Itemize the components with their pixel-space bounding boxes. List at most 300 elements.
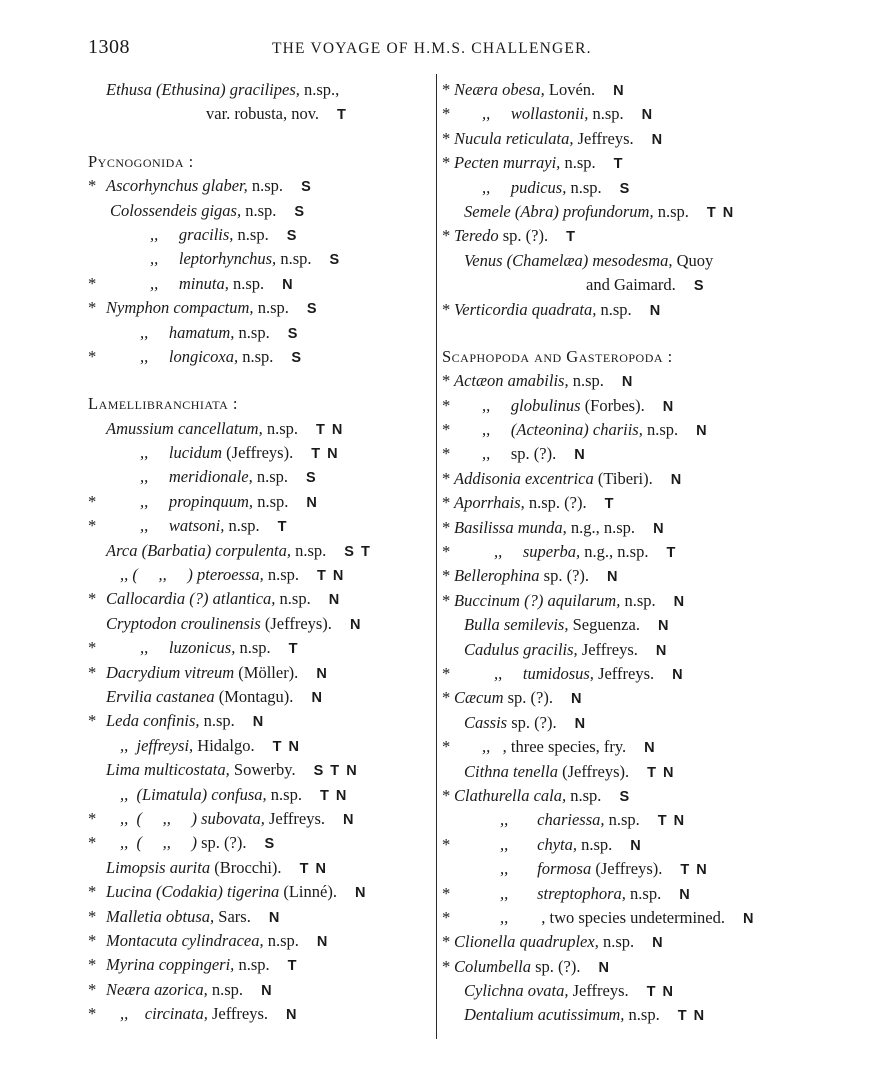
locality-code: N	[354, 885, 367, 902]
new-record-asterisk: *	[88, 491, 97, 511]
species-name: ,, propinquum,	[140, 491, 254, 511]
new-record-asterisk: *	[442, 834, 451, 854]
entry-text	[454, 127, 664, 152]
locality-code: T	[288, 641, 299, 658]
new-record-asterisk: *	[442, 566, 451, 586]
authority: Jeffreys.	[207, 1004, 269, 1024]
new-record-asterisk: *	[88, 833, 97, 853]
authority: n.sp.	[234, 955, 270, 975]
locality-code: N	[653, 520, 666, 537]
entry-text	[120, 807, 355, 832]
authority: sp. (?).	[490, 444, 557, 464]
species-entry	[442, 686, 822, 710]
locality-code: N	[286, 1007, 299, 1024]
locality-code: S	[294, 203, 306, 220]
authority: n.sp.,	[299, 80, 340, 99]
section-heading: Scaphopoda and Gasteropoda :	[442, 346, 673, 366]
species-entry	[442, 467, 822, 491]
new-record-asterisk: *	[442, 493, 451, 513]
species-name: ,, streptophora,	[500, 883, 626, 903]
locality-code: T N	[311, 446, 340, 463]
entry-text	[106, 612, 362, 637]
entry-text	[120, 831, 276, 856]
entry-text	[106, 661, 328, 686]
entry-text	[106, 296, 318, 321]
locality-code: S	[306, 301, 319, 318]
entry-text	[500, 808, 686, 833]
species-entry	[442, 589, 822, 613]
authority: n.sp.	[228, 273, 265, 293]
species-name: ,, meridionale,	[140, 467, 253, 487]
locality-code: S T N	[313, 763, 359, 780]
species-name: Clathurella cala,	[454, 785, 567, 805]
entry-text	[454, 589, 686, 614]
authority: n.sp.	[588, 104, 624, 124]
species-entry	[442, 151, 822, 175]
new-record-asterisk: *	[442, 226, 451, 246]
species-entry	[88, 856, 428, 880]
locality-code: T	[613, 156, 624, 173]
entry-text	[464, 1003, 706, 1028]
locality-code: S	[286, 227, 298, 244]
authority: Sars.	[214, 906, 251, 926]
species-entry	[442, 516, 822, 540]
species-entry	[442, 906, 822, 930]
species-entry	[88, 905, 428, 929]
entry-text	[482, 418, 708, 443]
authority: n.sp.	[262, 418, 299, 438]
species-name: ,, ( ,, ) subovata,	[120, 808, 265, 828]
species-name: ,, ( ,, )	[120, 833, 197, 853]
authority: Sowerby.	[229, 760, 296, 780]
species-name: Clionella quadruplex,	[454, 932, 599, 952]
species-entry	[88, 417, 428, 441]
authority: n.sp.	[598, 932, 635, 952]
species-entry	[442, 662, 822, 686]
authority: Hidalgo.	[193, 735, 255, 755]
entry-text	[454, 784, 631, 809]
right-column	[442, 78, 822, 1028]
locality-code: N	[743, 910, 755, 927]
species-name: Myrina coppingeri,	[106, 955, 235, 975]
locality-code: T N	[706, 204, 735, 221]
species-entry	[442, 711, 822, 735]
species-entry	[442, 784, 822, 808]
new-record-asterisk: *	[442, 468, 451, 488]
entry-text	[500, 882, 691, 907]
species-entry	[88, 539, 428, 563]
page-number: 1308	[88, 36, 130, 58]
authority: (Brocchi).	[210, 857, 282, 877]
locality-code: N	[316, 933, 329, 950]
species-name: Aporrhais,	[454, 493, 525, 513]
species-entry	[88, 661, 428, 685]
locality-code: N	[598, 959, 611, 976]
new-record-asterisk: *	[88, 955, 97, 975]
species-name: ,, hamatum,	[140, 322, 235, 342]
new-record-asterisk: *	[88, 711, 97, 731]
species-entry	[442, 979, 822, 1003]
entry-text	[482, 176, 631, 201]
species-name: ,, wollastonii,	[482, 104, 589, 124]
authority: n.sp.	[624, 1005, 660, 1025]
entry-text	[454, 955, 610, 980]
new-record-asterisk: *	[442, 932, 451, 952]
authority: (Montagu).	[214, 686, 294, 706]
entry-text	[494, 662, 684, 687]
new-record-asterisk: *	[442, 907, 451, 927]
species-entry	[442, 833, 822, 857]
locality-code: T	[277, 519, 289, 536]
entry-text	[106, 978, 273, 1003]
species-name: Venus (Chamelæa) mesodesma,	[464, 250, 673, 270]
species-entry	[442, 224, 822, 248]
species-name: Colossendeis gigas,	[110, 200, 242, 220]
new-record-asterisk: *	[88, 979, 97, 999]
new-record-asterisk: *	[442, 153, 451, 173]
locality-code: N	[679, 886, 692, 903]
species-name: Cæcum	[454, 688, 504, 708]
entry-text	[106, 174, 312, 199]
new-record-asterisk: *	[442, 688, 451, 708]
species-entry	[88, 1002, 428, 1026]
locality-code: N	[349, 616, 362, 633]
species-entry	[88, 612, 428, 636]
authority: n.sp.	[253, 491, 289, 511]
new-record-asterisk: *	[442, 663, 451, 683]
species-entry	[442, 102, 822, 126]
entry-text	[454, 564, 619, 589]
locality-code: S	[329, 252, 341, 269]
authority: (Jeffreys).	[222, 443, 294, 463]
entry-text	[106, 709, 265, 734]
authority: n.sp.	[560, 153, 596, 173]
new-record-asterisk: *	[442, 299, 451, 319]
entry-text	[464, 760, 675, 785]
authority: n.sp.	[576, 834, 613, 854]
species-entry	[442, 394, 822, 418]
entry-text	[106, 929, 329, 954]
entry-text	[464, 979, 675, 1004]
entry-text	[140, 345, 303, 370]
species-entry	[442, 78, 822, 102]
species-entry	[88, 514, 428, 538]
new-record-asterisk: *	[442, 80, 451, 99]
authority: n.sp.	[290, 540, 327, 560]
authority: n.sp.	[642, 420, 679, 440]
locality-code: S	[301, 179, 313, 196]
species-entry	[442, 540, 822, 564]
species-entry	[442, 638, 822, 662]
authority: n.sp.	[252, 467, 289, 487]
species-entry	[88, 223, 428, 247]
species-entry	[442, 442, 822, 466]
locality-code: S	[306, 470, 318, 487]
species-entry	[88, 247, 428, 271]
species-name: Nymphon compactum,	[106, 298, 254, 318]
species-name: Verticordia quadrata,	[454, 299, 597, 319]
entry-text	[482, 394, 675, 419]
authority: n.sp.	[620, 590, 656, 610]
species-entry	[88, 685, 428, 709]
locality-code: N	[343, 811, 355, 828]
species-entry	[88, 102, 428, 126]
locality-code: N	[570, 691, 583, 708]
species-entry	[442, 176, 822, 200]
locality-code: S	[619, 788, 631, 805]
species-name: Neæra obesa,	[454, 80, 545, 99]
locality-code: N	[252, 714, 265, 731]
authority: Jeffreys.	[264, 808, 326, 828]
authority: sp. (?).	[503, 688, 553, 708]
new-record-asterisk: *	[442, 956, 451, 976]
new-record-asterisk: *	[88, 346, 97, 366]
authority: n.sp.	[238, 346, 274, 366]
new-record-asterisk: *	[88, 662, 97, 682]
spacer	[88, 369, 428, 392]
species-name: Dacrydium vitreum	[106, 662, 235, 682]
locality-code: N	[670, 471, 683, 488]
new-record-asterisk: *	[88, 516, 97, 536]
species-entry	[88, 296, 428, 320]
species-name: Amussium cancellatum,	[106, 418, 263, 438]
entry-text	[454, 516, 665, 541]
species-name: Montacuta cylindracea,	[106, 930, 264, 950]
species-entry	[88, 272, 428, 296]
new-record-asterisk: *	[442, 104, 451, 124]
authority: n.sp.	[276, 249, 312, 269]
species-name: Cylichna ovata,	[464, 981, 569, 1001]
entry-text	[454, 224, 576, 249]
authority: n.sp.	[233, 224, 269, 244]
authority: Jeffreys.	[577, 639, 638, 659]
new-record-asterisk: *	[442, 785, 451, 805]
locality-code: T	[666, 545, 677, 562]
species-entry	[88, 978, 428, 1002]
species-name: Leda confinis,	[106, 711, 200, 731]
species-entry	[442, 491, 822, 515]
authority: n.sp.	[568, 371, 604, 391]
authority: n.sp.	[263, 930, 299, 950]
locality-code: N	[644, 740, 657, 757]
species-entry	[88, 709, 428, 733]
authority: Quoy	[672, 250, 714, 270]
spacer	[88, 127, 428, 150]
species-name: ,, luzonicus,	[140, 638, 236, 658]
species-entry	[442, 249, 822, 273]
locality-code: T	[287, 958, 298, 975]
species-entry	[88, 831, 428, 855]
locality-code: T N	[646, 984, 675, 1001]
species-name: ,, superba,	[494, 542, 581, 562]
section-heading: Pycnogonida :	[88, 151, 194, 171]
entry-text	[150, 247, 341, 272]
species-name: Teredo	[454, 226, 499, 246]
new-record-asterisk: *	[88, 930, 97, 950]
species-entry	[442, 930, 822, 954]
entry-text	[120, 1002, 298, 1027]
new-record-asterisk: *	[88, 808, 97, 828]
species-name: Arca (Barbatia) corpulenta,	[106, 540, 291, 560]
entry-text	[106, 856, 327, 881]
locality-code: T N	[319, 787, 348, 804]
species-name: ,, (Acteonina) chariis,	[482, 420, 643, 440]
locality-code: T N	[317, 568, 345, 585]
authority: n.sp.	[604, 810, 640, 830]
locality-code: N	[574, 715, 587, 732]
locality-code: N	[316, 665, 329, 682]
authority: sp. (?).	[498, 226, 549, 246]
species-entry	[442, 857, 822, 881]
new-record-asterisk: *	[442, 590, 451, 610]
authority: n.sp.	[253, 298, 289, 318]
species-entry	[442, 418, 822, 442]
new-record-asterisk: *	[88, 638, 97, 658]
entry-text	[586, 273, 705, 298]
locality-code: N	[630, 837, 643, 854]
species-name: Malletia obtusa,	[106, 906, 215, 926]
locality-code: S	[619, 180, 631, 197]
species-name: Bulla semilevis,	[464, 615, 569, 635]
entry-text	[464, 200, 735, 225]
authority: (Möller).	[234, 662, 299, 682]
entry-text	[464, 711, 587, 736]
species-name: Lima multicostata,	[106, 760, 230, 780]
authority: Lovén.	[544, 80, 596, 99]
entry-text	[454, 298, 662, 323]
new-record-asterisk: *	[442, 542, 451, 562]
entry-text	[454, 467, 683, 492]
entry-text	[482, 442, 586, 467]
species-name: ,,	[482, 444, 491, 464]
species-entry	[88, 441, 428, 465]
species-entry	[442, 735, 822, 759]
species-entry	[88, 587, 428, 611]
authority: n.sp.	[235, 638, 271, 658]
new-record-asterisk: *	[442, 420, 451, 440]
authority: n.sp.	[263, 565, 300, 585]
locality-code: N	[268, 909, 281, 926]
species-entry	[88, 465, 428, 489]
entry-text	[106, 953, 298, 978]
authority: n.sp.	[653, 201, 689, 221]
entry-text	[482, 102, 654, 127]
authority: Seguenza.	[568, 615, 640, 635]
species-entry	[442, 955, 822, 979]
entry-text	[140, 636, 299, 661]
locality-code: N	[306, 494, 319, 511]
new-record-asterisk: *	[442, 395, 451, 415]
entry-text	[454, 686, 583, 711]
entry-text	[150, 223, 298, 248]
entry-text	[500, 833, 642, 858]
authority: var. robusta, nov.	[206, 104, 320, 124]
species-name: Bellerophina	[454, 566, 540, 586]
species-entry	[88, 929, 428, 953]
species-entry	[88, 807, 428, 831]
species-name: ,, ( ,, ) pteroessa,	[120, 565, 264, 585]
entry-text	[120, 734, 300, 759]
species-name: Callocardia (?) atlantica,	[106, 589, 276, 609]
spacer	[442, 322, 822, 345]
authority: n.sp.	[247, 176, 284, 196]
authority: n.sp.	[596, 299, 632, 319]
authority: n.sp.	[224, 516, 260, 536]
authority: sp. (?).	[531, 956, 581, 976]
species-name: ,, minuta,	[150, 273, 229, 293]
species-name: Buccinum (?) aquilarum,	[454, 590, 621, 610]
locality-code: S	[264, 836, 276, 853]
entry-text	[120, 783, 348, 808]
entry-text	[106, 78, 339, 102]
locality-code: N	[673, 593, 686, 610]
species-entry	[88, 490, 428, 514]
authority: n.sp.	[207, 979, 244, 999]
species-entry	[442, 273, 822, 297]
species-name: ,,	[482, 737, 491, 757]
entry-text	[464, 613, 670, 638]
locality-code: N	[649, 302, 662, 319]
new-record-asterisk: *	[88, 273, 97, 293]
species-name: ,, watsoni,	[140, 516, 225, 536]
entry-text	[106, 758, 358, 783]
authority: and Gaimard.	[586, 275, 676, 295]
entry-text	[500, 906, 755, 931]
entry-text	[106, 880, 367, 905]
species-name: Addisonia excentrica	[454, 468, 594, 488]
entry-text	[454, 78, 625, 103]
entry-text	[454, 369, 634, 394]
column-divider	[436, 74, 437, 1039]
new-record-asterisk: *	[88, 176, 97, 196]
authority: sp. (?).	[197, 833, 247, 853]
authority: Jeffreys.	[573, 128, 634, 148]
species-name: ,, pudicus,	[482, 177, 567, 197]
species-name: ,, formosa	[500, 859, 592, 879]
entry-text	[140, 514, 288, 539]
entry-text	[206, 102, 347, 127]
locality-code: N	[651, 131, 664, 148]
species-name: ,, chariessa,	[500, 810, 605, 830]
species-name: Nucula reticulata,	[454, 128, 574, 148]
species-entry	[88, 321, 428, 345]
new-record-asterisk: *	[442, 883, 451, 903]
species-entry	[88, 880, 428, 904]
locality-code: S	[287, 325, 299, 342]
locality-code: T	[566, 229, 577, 246]
species-name: Pecten murrayi,	[454, 153, 561, 173]
new-record-asterisk: *	[88, 589, 97, 609]
species-name: ,, chyta,	[500, 834, 577, 854]
authority: (Forbes).	[580, 395, 645, 415]
species-name: ,, longicoxa,	[140, 346, 239, 366]
entry-text	[106, 417, 344, 442]
locality-code: N	[607, 569, 620, 586]
authority: (Linné).	[279, 882, 337, 902]
authority: (Jeffreys).	[260, 613, 332, 633]
new-record-asterisk: *	[88, 882, 97, 902]
species-name: Ervilia castanea	[106, 686, 215, 706]
section-heading: Lamellibranchiata :	[88, 394, 238, 414]
entry-text	[454, 930, 664, 955]
species-name: ,, leptorhynchus,	[150, 249, 277, 269]
locality-code: N	[261, 982, 274, 999]
species-entry	[442, 1003, 822, 1027]
species-entry	[442, 808, 822, 832]
species-name: ,, globulinus	[482, 395, 581, 415]
species-name: ,, tumidosus,	[494, 663, 594, 683]
species-name: ,, (Limatula) confusa,	[120, 784, 267, 804]
